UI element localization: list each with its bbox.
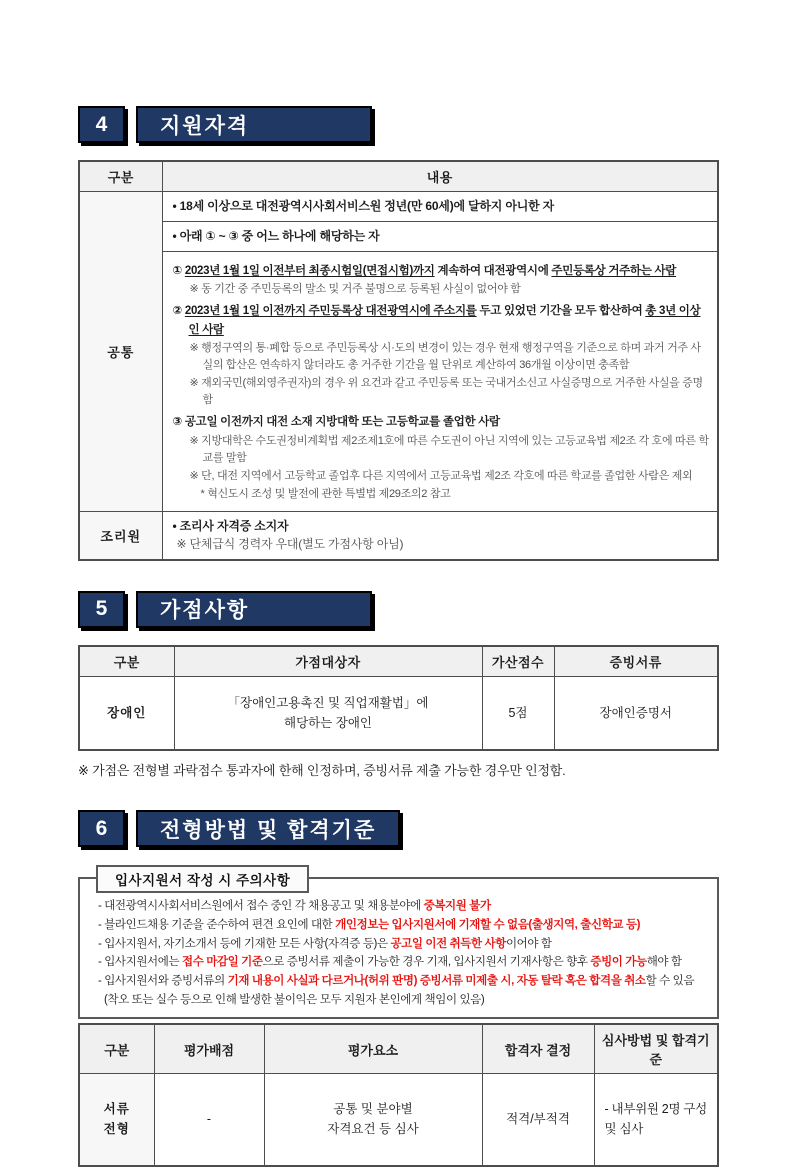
notice-line-4-text: - 입사지원서에는 <box>98 956 182 969</box>
age-requirement: • 18세 이상으로 대전광역시사회서비스원 정년(만 60세)에 달하지 아니한 자 <box>172 199 555 213</box>
bonus-points-value: 5점 <box>482 676 554 750</box>
notice-line-1-red: 중복지원 불가 <box>423 900 491 913</box>
bonus-row-disabled <box>79 676 718 750</box>
section6-header <box>78 810 718 847</box>
selection-row-document <box>79 1074 718 1166</box>
cook-label: 조리원 <box>79 511 162 560</box>
notice-line-4-red-2: 증빙이 가능 <box>590 956 647 969</box>
notice-line-3-tail: 이어야 함 <box>505 937 552 950</box>
selection-header-row <box>79 1024 718 1074</box>
selection-factors-value <box>264 1074 482 1166</box>
notice-line-1 <box>92 897 707 916</box>
item-1-underline-2: 주민등록상 거주하는 사람 <box>551 265 677 277</box>
cook-content-cell <box>162 511 718 560</box>
qualification-table <box>78 160 719 561</box>
selection-col-decision: 합격자 결정 <box>482 1024 594 1074</box>
item-2 <box>173 302 710 339</box>
selection-method-table <box>78 1023 719 1167</box>
any-of-requirement: • 아래 ① ~ ③ 중 어느 하나에 해당하는 자 <box>172 229 380 243</box>
notice-line-1-text: - 대전광역시사회서비스원에서 접수 중인 각 채용공고 및 채용분야에 <box>98 900 424 913</box>
section4-title: 지원자격 <box>136 106 372 143</box>
item-1-middle: 계속하여 대전광역시에 <box>434 265 552 277</box>
item-1-number: ① <box>172 265 182 277</box>
notice-line-4 <box>92 953 707 972</box>
bonus-target-line-1: 「장애인고용촉진 및 직업재활법」에 <box>227 696 429 711</box>
item-2-underline-1: 2023년 1월 1일 이전까지 주민등록상 대전광역시에 주소지를 <box>184 305 477 318</box>
cook-row <box>79 511 718 560</box>
bonus-points-table <box>78 645 719 752</box>
selection-factors-line-2: 자격요건 등 심사 <box>327 1122 419 1137</box>
section6-number: 6 <box>78 810 125 847</box>
common-row-3 <box>79 252 718 512</box>
item-3-note-2: ※ 단, 대전 지역에서 고등학교 졸업후 다른 지역에서 고등교육법 제2조 각호에 따른 학교를 졸업한 사람은 제외 <box>189 469 693 482</box>
selection-gubun-line-2: 전형 <box>103 1122 130 1137</box>
item-3-note-1: ※ 지방대학은 수도권정비계획법 제2조제1호에 따른 수도권이 아닌 지역에 있는 고등교육법 제2조 각 호에 따른 학교를 말함 <box>189 434 709 464</box>
qualification-header-row <box>79 161 718 192</box>
notice-line-2-red: 개인정보는 입사지원서에 기재할 수 없음(출생지역, 출신학교 등) <box>335 919 641 932</box>
item-2-underline-2: 총 3년 이상인 사람 <box>188 305 701 336</box>
selection-gubun-value <box>79 1074 154 1166</box>
notice-line-2-text: - 블라인드채용 기준을 준수하여 편견 요인에 대한 <box>98 919 336 932</box>
notice-line-5-tail: 할 수 있음 <box>645 974 695 987</box>
col-header-gubun: 구분 <box>79 161 162 192</box>
cook-preference-note: ※ 단체급식 경력자 우대(별도 가점사항 아님) <box>176 536 404 551</box>
item-2-note-2: ※ 재외국민(해외영주권자)의 경우 위 요건과 같고 주민등록 또는 국내거소신고 사실증명으로 거주한 사실을 증명함 <box>189 377 703 407</box>
application-notice-box <box>78 873 719 1019</box>
bonus-col-doc: 증빙서류 <box>554 646 718 677</box>
selection-gubun-line-1: 서류 <box>103 1102 130 1117</box>
section4-number: 4 <box>78 106 125 143</box>
bonus-footnote: ※ 가점은 전형별 과락점수 통과자에 한해 인정하며, 증빙서류 제출 가능한 경우만 인정함. <box>78 763 566 779</box>
col-header-content: 내용 <box>162 161 718 192</box>
item-2-note-1: ※ 행정구역의 통·폐합 등으로 주민등록상 시·도의 변경이 있는 경우 현재 행정구역을 기준으로 하며 과거 거주 사실의 합산은 연속하지 않더라도 총 거주한 기간을 월 단위로 계산하여 36개월 이상이면 충족함 <box>189 342 701 372</box>
bonus-gubun-value: 장애인 <box>79 676 174 750</box>
selection-col-score: 평가배점 <box>154 1024 264 1074</box>
notice-line-3-red: 공고일 이전 취득한 사항 <box>390 937 506 950</box>
item-1 <box>173 262 710 280</box>
notice-title: 입사지원서 작성 시 주의사항 <box>96 865 309 893</box>
bonus-col-gubun: 구분 <box>79 646 174 677</box>
selection-factors-line-1: 공통 및 분야별 <box>333 1102 413 1117</box>
selection-col-factors: 평가요소 <box>264 1024 482 1074</box>
item-2-middle: 두고 있었던 기간을 모두 합산하여 <box>476 305 646 318</box>
cook-license: • 조리사 자격증 소지자 <box>172 518 289 533</box>
selection-method-value: - 내부위원 2명 구성 및 심사 <box>594 1074 718 1166</box>
item-3-number: ③ <box>172 416 182 429</box>
section6-title: 전형방법 및 합격기준 <box>136 810 400 847</box>
notice-line-2 <box>92 916 707 935</box>
notice-line-5-red: 기재 내용이 사실과 다르거나(허위 판명) 증빙서류 미제출 시, 자동 탈락 혹은 합격을 취소 <box>227 974 646 987</box>
section5-number: 5 <box>78 591 125 628</box>
common-label: 공통 <box>79 192 162 512</box>
common-row-2 <box>79 222 718 252</box>
bonus-header-row <box>79 646 718 677</box>
bonus-col-target: 가점대상자 <box>174 646 482 677</box>
item-3-text: 공고일 이전까지 대전 소재 지방대학 또는 고등학교를 졸업한 사람 <box>184 416 500 429</box>
item-3-note-3: * 혁신도시 조성 및 발전에 관한 특별법 제29조의2 참고 <box>200 487 451 500</box>
notice-line-5-text: - 입사지원서와 증빙서류의 <box>98 974 228 987</box>
section4-header <box>78 106 718 143</box>
item-1-underline-1: 2023년 1월 1일 이전부터 최종시험일(면접시험)까지 <box>184 265 435 277</box>
notice-line-4-mid: 으로 증빙서류 제출이 가능한 경우 기재, 입사지원서 기재사항은 향후 <box>262 956 591 969</box>
notice-line-5 <box>92 972 707 991</box>
notice-line-3 <box>92 935 707 954</box>
section5-title: 가점사항 <box>136 591 372 628</box>
common-age-cell <box>162 192 718 222</box>
notice-line-6: (착오 또는 실수 등으로 인해 발생한 불이익은 모두 지원자 본인에게 책임이 있음) <box>104 993 485 1006</box>
common-row-1 <box>79 192 718 222</box>
selection-decision-value: 적격/부적격 <box>482 1074 594 1166</box>
item-2-number: ② <box>172 305 182 318</box>
notice-line-3-text: - 입사지원서, 자기소개서 등에 기재한 모든 사항(자격증 등)은 <box>98 937 391 950</box>
notice-line-4-red-1: 접수 마감일 기준 <box>181 956 263 969</box>
selection-score-value: - <box>154 1074 264 1166</box>
bonus-doc-value: 장애인증명서 <box>554 676 718 750</box>
item-3 <box>173 413 710 431</box>
selection-col-gubun: 구분 <box>79 1024 154 1074</box>
item-1-note: ※ 동 기간 중 주민등록의 말소 및 거주 불명으로 등록된 사실이 없어야 함 <box>189 283 521 296</box>
notice-line-4-tail: 해야 함 <box>646 956 682 969</box>
bonus-target-line-2: 해당하는 장애인 <box>284 716 372 731</box>
section5-header <box>78 591 718 628</box>
common-items-cell <box>162 252 718 512</box>
bonus-col-points: 가산점수 <box>482 646 554 677</box>
bonus-target-value <box>174 676 482 750</box>
common-any-cell <box>162 222 718 252</box>
selection-col-method: 심사방법 및 합격기준 <box>594 1024 718 1074</box>
